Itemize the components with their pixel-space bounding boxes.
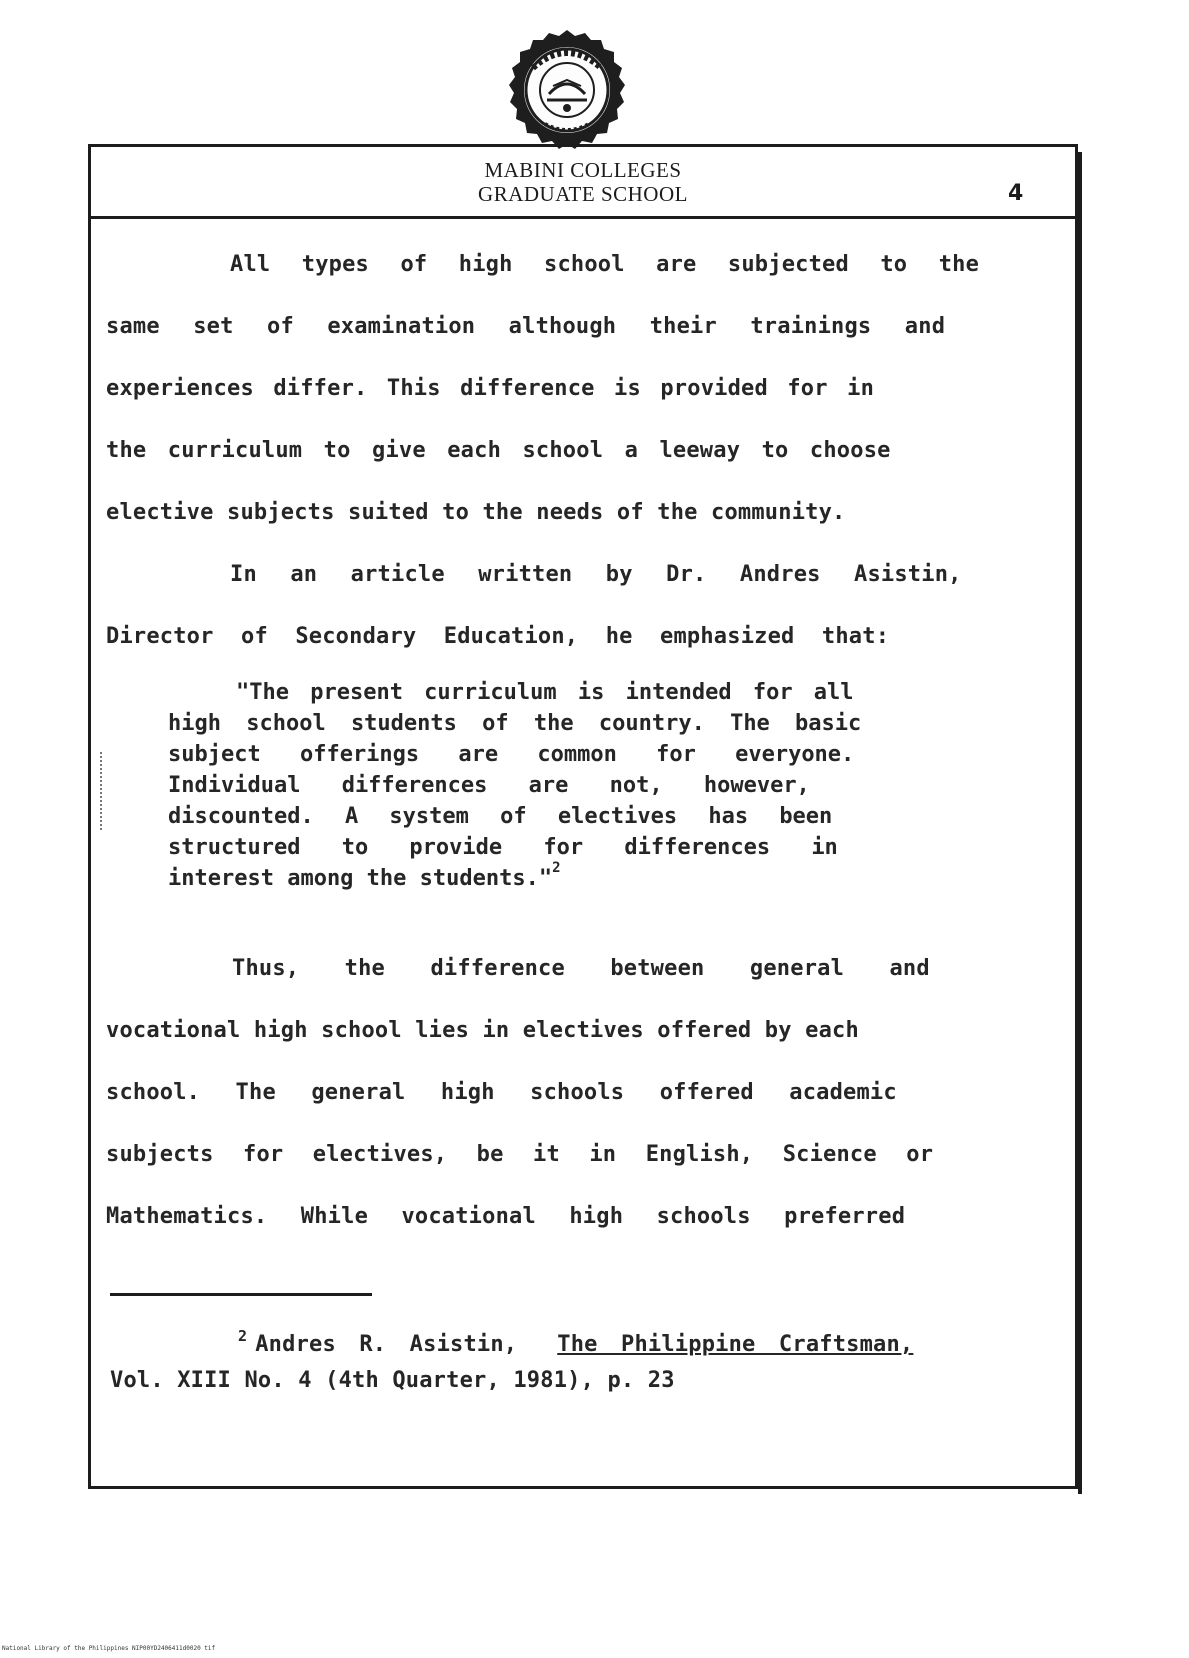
institution-name: MABINI COLLEGES	[484, 158, 682, 182]
header-rule	[88, 216, 1078, 219]
paragraph-line: experiences differ. This difference is provided for in	[106, 376, 875, 401]
paragraph-line: In an article written by Dr. Andres Asistin,	[230, 562, 962, 587]
quote-line: high school students of the country. The basic	[168, 711, 862, 736]
mabini-colleges-seal	[503, 28, 631, 156]
paragraph-line: Director of Secondary Education, he emphasized that:	[106, 624, 890, 649]
footnote-author: Andres R. Asistin,	[255, 1332, 518, 1357]
paragraph-line: Mathematics. While vocational high schools preferred	[106, 1204, 906, 1229]
footnote-rule	[110, 1293, 372, 1296]
paragraph-line-text: All types of high school are subjected to the	[230, 252, 980, 277]
footnote-mark: 2	[238, 1327, 248, 1345]
letterhead	[88, 158, 1078, 214]
quote-line: discounted. A system of electives has been	[168, 804, 833, 829]
school-name: GRADUATE SCHOOL	[478, 182, 688, 206]
footnote-publication: The Philippine Craftsman,	[557, 1332, 914, 1357]
quote-line-text: interest among the students."	[168, 866, 553, 891]
page-number: 4	[1008, 181, 1024, 206]
paragraph-line: Thus, the difference between general and	[232, 956, 930, 981]
paragraph-line: elective subjects suited to the needs of the community.	[106, 500, 846, 525]
paragraph-line: the curriculum to give each school a leeway to choose	[106, 438, 891, 463]
paragraph-line: vocational high school lies in electives offered by each	[106, 1018, 859, 1043]
quote-line: subject offerings are common for everyone.	[168, 742, 855, 767]
quote-line: structured to provide for differences in	[168, 835, 838, 860]
paragraph-line: same set of examination although their trainings and	[106, 314, 946, 339]
footnote-details: Vol. XIII No. 4 (4th Quarter, 1981), p. 23	[110, 1368, 675, 1393]
quote-line	[168, 860, 561, 891]
quote-line: Individual differences are not, however,	[168, 773, 810, 798]
archive-credit: National Library of the Philippines NIP00YD2406411d0020 tif	[2, 1645, 216, 1652]
paragraph-line	[230, 252, 1010, 277]
margin-marks	[100, 752, 104, 830]
footnote-reference: 2	[552, 860, 561, 876]
footnote-line	[238, 1327, 914, 1357]
paragraph-line: school. The general high schools offered academic	[106, 1080, 897, 1105]
quote-line: "The present curriculum is intended for all	[236, 680, 854, 705]
paragraph-line: subjects for electives, be it in English, Science or	[106, 1142, 934, 1167]
page-frame-shadow	[1078, 152, 1082, 1494]
